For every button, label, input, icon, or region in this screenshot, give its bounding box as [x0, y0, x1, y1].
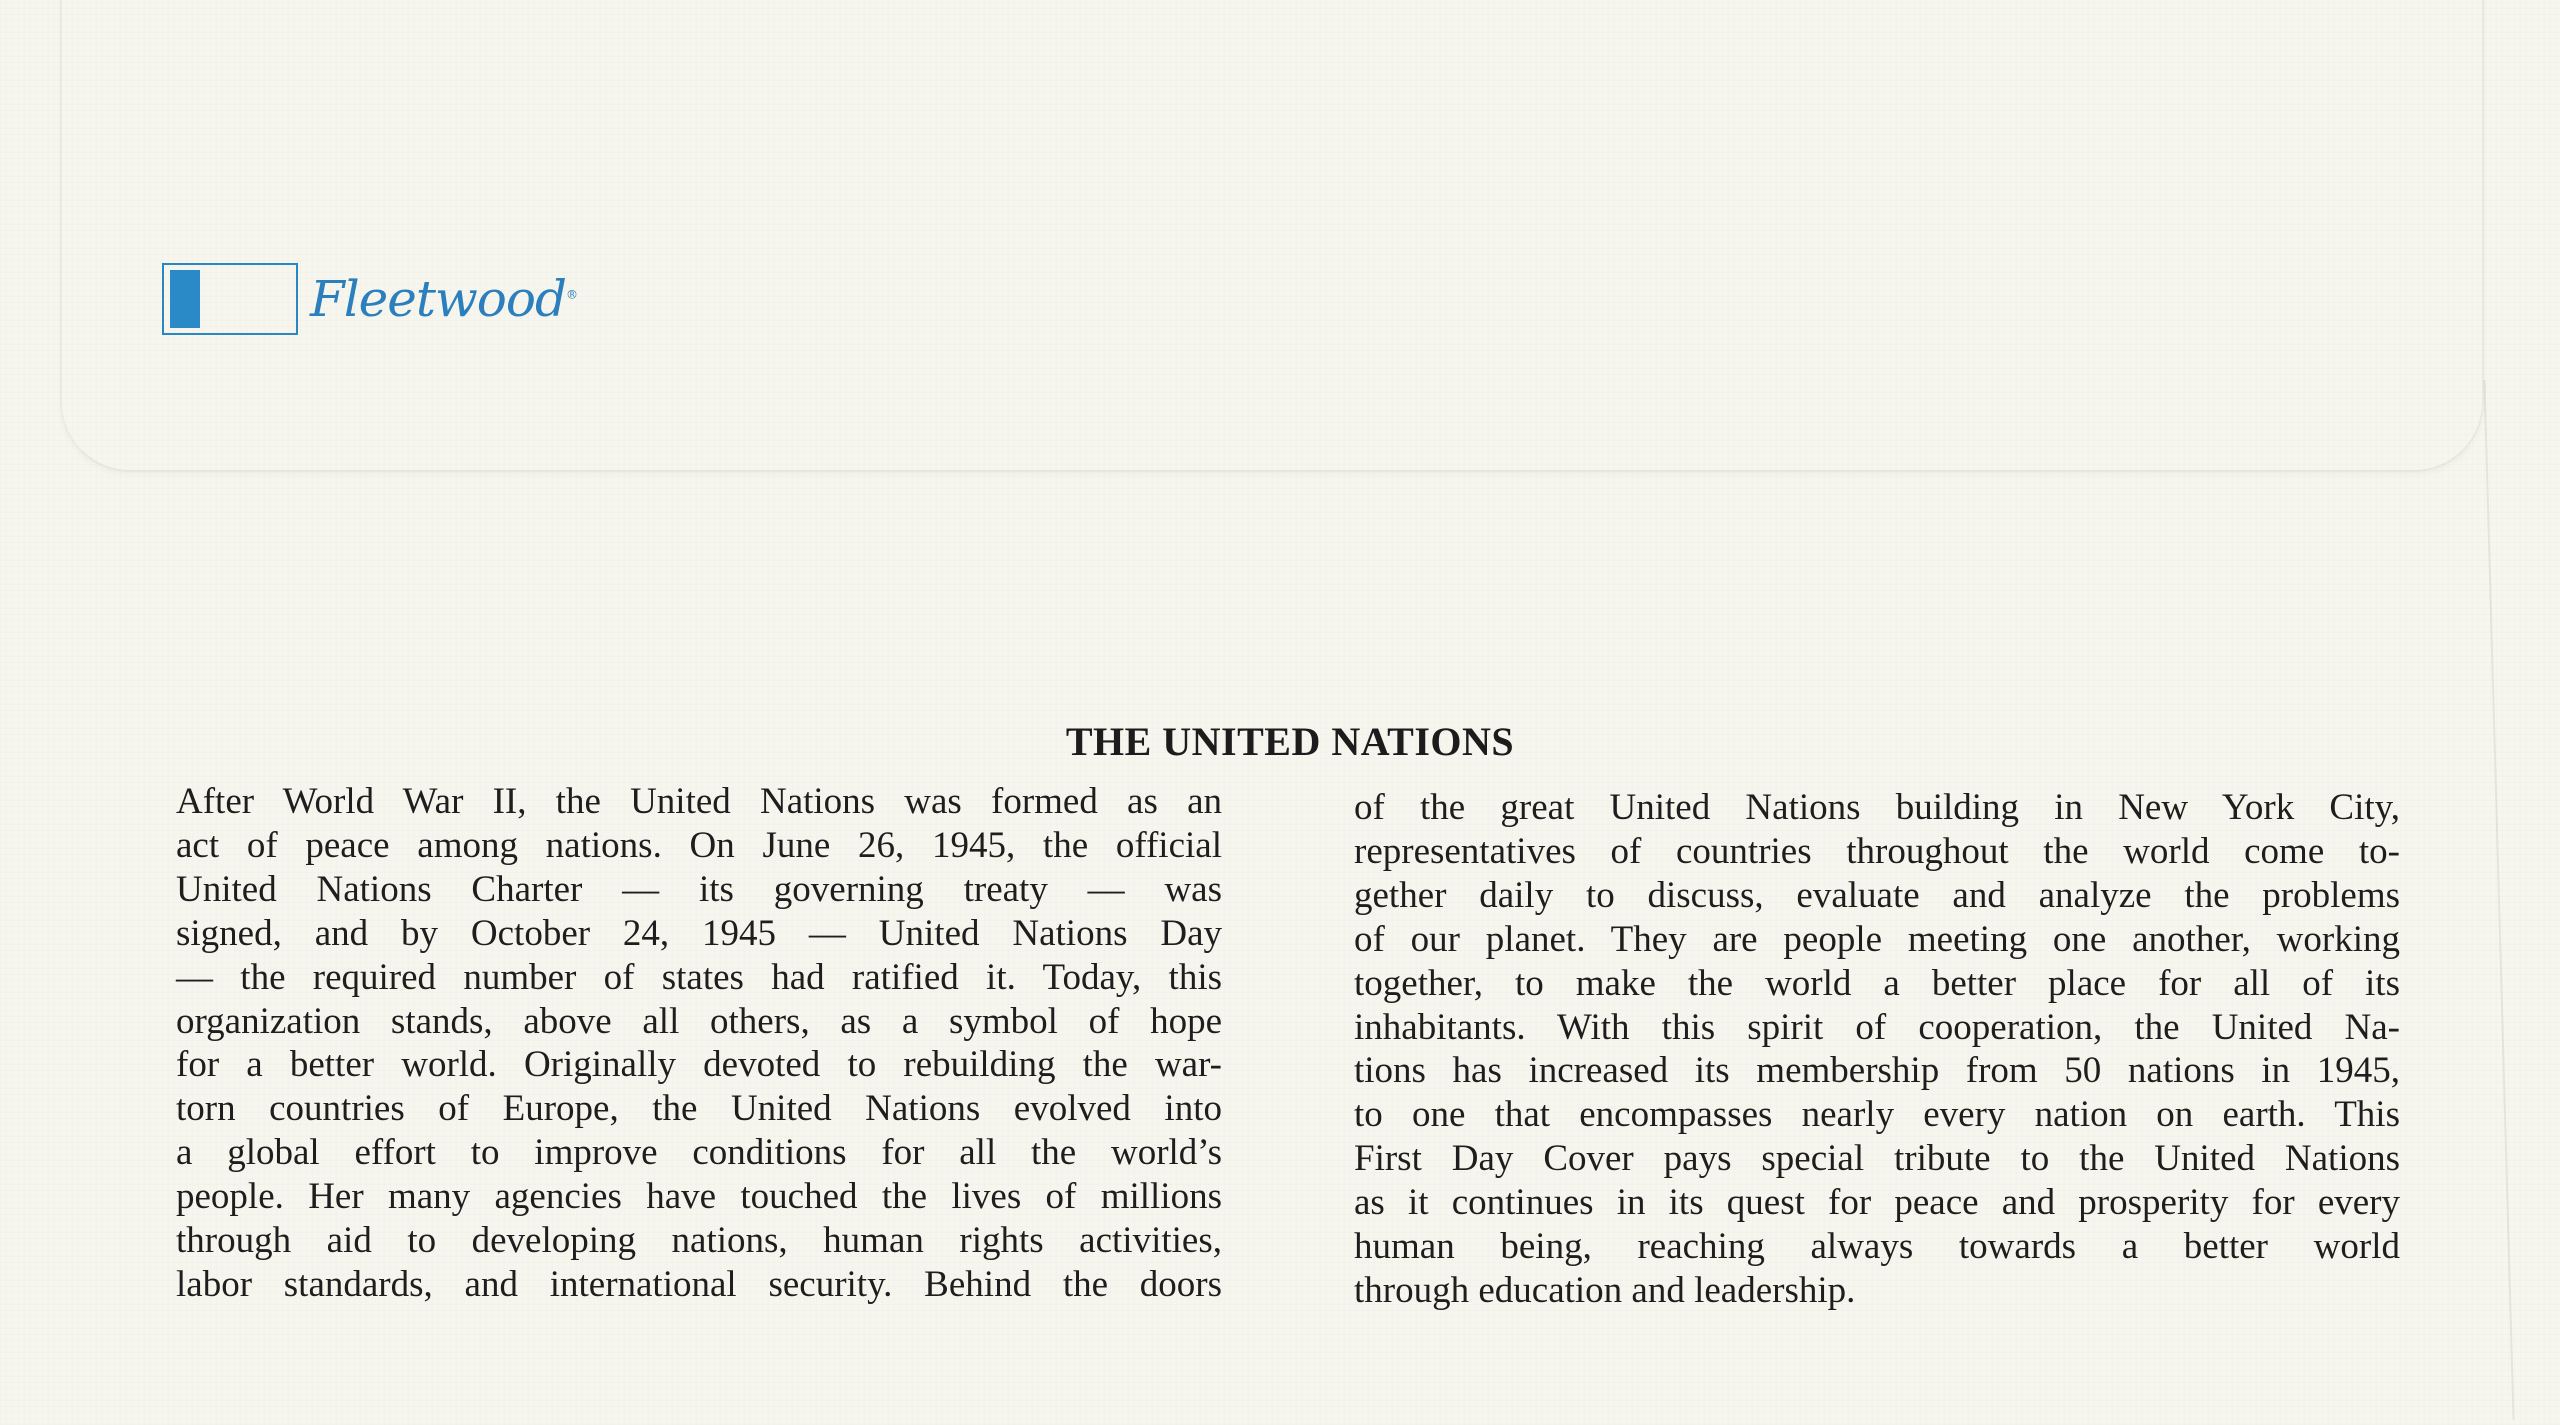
text-line: After World War II, the United Nations was formed as an: [176, 781, 1222, 822]
left-column: [176, 780, 1222, 1307]
text-line: a global effort to improve conditions for all the world’s: [176, 1132, 1222, 1174]
logo-box-icon: [162, 263, 298, 335]
text-line: act of peace among nations. On June 26, 1945, the official: [176, 824, 1222, 866]
text-line: organization stands, above all others, as a symbol of hope: [176, 1000, 1222, 1042]
fleetwood-logo: [162, 263, 577, 335]
text-line: signed, and by October 24, 1945 — United Nations Day: [176, 912, 1222, 954]
text-line: representatives of countries throughout the world come to-: [1354, 830, 2400, 872]
text-line: through education and leadership.: [1354, 1269, 1856, 1311]
logo-brand: Fleetwood: [310, 270, 566, 328]
right-column: [1354, 786, 2400, 1313]
text-line: gether daily to discuss, evaluate and analyze the problems: [1354, 874, 2400, 916]
text-line: human being, reaching always towards a better world: [1354, 1226, 2400, 1268]
text-line: United Nations Charter — its governing treaty — was: [176, 868, 1222, 910]
logo-fill: [170, 270, 200, 328]
text-line: torn countries of Europe, the United Nations evolved into: [176, 1088, 1222, 1130]
text-line: First Day Cover pays special tribute to the United Nations: [1354, 1138, 2400, 1180]
text-line: for a better world. Originally devoted to rebuilding the war-: [176, 1044, 1222, 1086]
logo-wordmark: [310, 270, 577, 328]
text-line: — the required number of states had ratified it. Today, this: [176, 956, 1222, 998]
text-line: as it continues in its quest for peace and prosperity for every: [1354, 1182, 2400, 1224]
text-line: inhabitants. With this spirit of cooperation, the United Na-: [1354, 1006, 2400, 1048]
registered-mark: ®: [565, 287, 577, 302]
envelope-edge: [2483, 380, 2514, 1420]
envelope-flap: [60, 0, 2484, 472]
text-line: together, to make the world a better place for all of its: [1354, 962, 2400, 1004]
text-line: labor standards, and international security. Behind the doors: [176, 1263, 1222, 1305]
text-line: tions has increased its membership from 50 nations in 1945,: [1354, 1050, 2400, 1092]
text-line: of the great United Nations building in New York City,: [1354, 787, 2400, 828]
text-line: to one that encompasses nearly every nation on earth. This: [1354, 1094, 2400, 1136]
text-line: through aid to developing nations, human rights activities,: [176, 1220, 1222, 1262]
page-title: THE UNITED NATIONS: [1065, 719, 1515, 764]
text-line: of our planet. They are people meeting one another, working: [1354, 918, 2400, 960]
text-line: people. Her many agencies have touched the lives of millions: [176, 1176, 1222, 1218]
